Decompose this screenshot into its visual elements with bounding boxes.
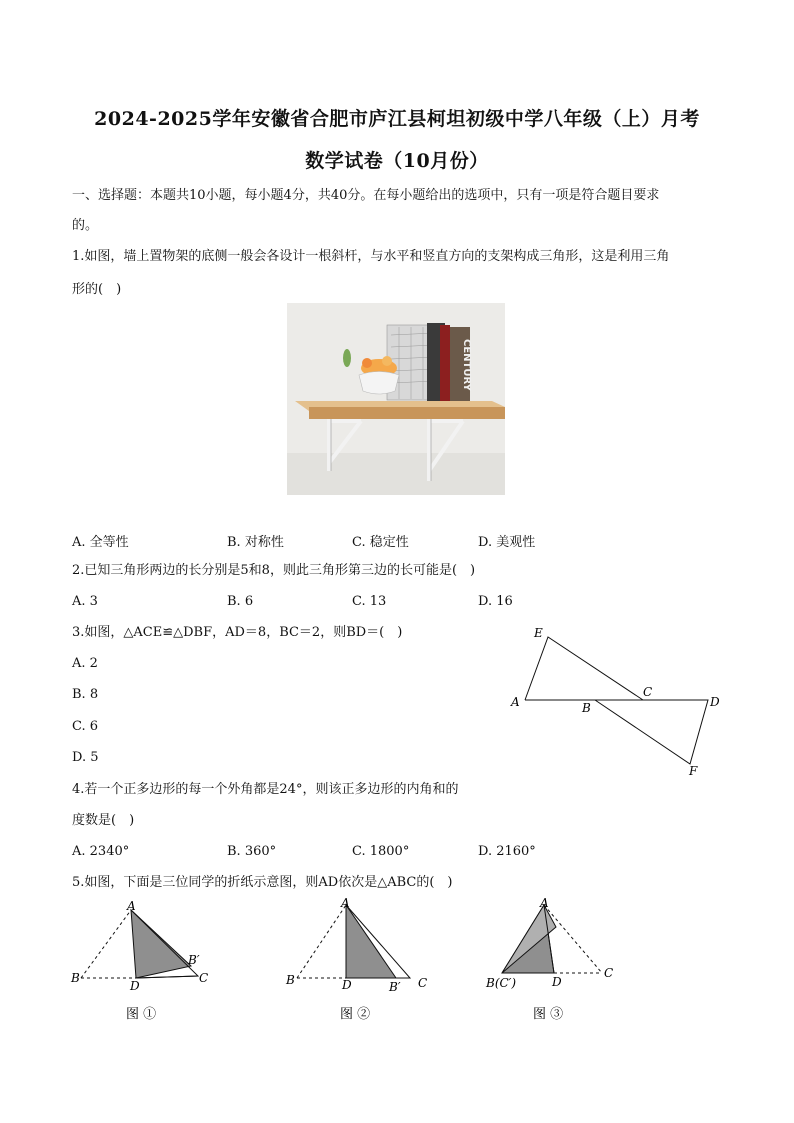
q1-shelf-photo	[287, 303, 505, 495]
exam-title-line1: 2024-2025学年安徽省合肥市庐江县柯坦初级中学八年级（上）月考	[94, 108, 700, 130]
q5-fig2-shaded	[346, 905, 396, 978]
q5-fig1-label-b: B	[71, 971, 80, 985]
q3-triangle-ace	[525, 637, 643, 700]
q5-stem: 5.如图，下面是三位同学的折纸示意图，则AD依次是△ABC的( )	[72, 875, 453, 890]
section-intro-line1: 一、选择题：本题共10小题，每小题4分，共40分。在每小题给出的选项中，只有一项是符合题目要求	[72, 188, 660, 203]
q3-triangle-figure	[505, 620, 735, 780]
q5-fig3-label-bc: B(C′)	[486, 976, 517, 990]
q3-option-d[interactable]: D. 5	[72, 750, 99, 765]
q1-shelf-board	[309, 407, 505, 419]
q5-fig1-label-d: D	[130, 979, 140, 993]
q2-option-d[interactable]: D. 16	[478, 594, 513, 609]
q5-fig1-label-c: C	[199, 971, 209, 985]
q5-fig3-label-d: D	[552, 975, 562, 989]
q5-fig2-label-a: A	[341, 896, 350, 910]
q3-label-c: C	[643, 685, 653, 699]
q5-fig2-caption: 图 ②	[340, 1007, 371, 1022]
q1-book-century-text: CENTURY	[461, 339, 472, 391]
q1-option-c[interactable]: C. 稳定性	[352, 535, 409, 550]
exam-title-line2: 数学试卷（10月份）	[305, 150, 489, 172]
q1-option-b[interactable]: B. 对称性	[227, 535, 284, 550]
q3-triangle-dbf	[595, 700, 708, 764]
q4-stem-line1: 4.若一个正多边形的每一个外角都是24°，则该正多边形的内角和的	[72, 782, 459, 797]
q1-leaf	[343, 349, 351, 367]
q4-option-d[interactable]: D. 2160°	[478, 844, 536, 859]
q5-fig2-label-b: B	[286, 973, 295, 987]
q2-option-c[interactable]: C. 13	[352, 594, 387, 609]
q5-fig1-label-bprime: B′	[188, 953, 200, 967]
q4-option-a[interactable]: A. 2340°	[72, 844, 130, 859]
q3-label-d: D	[710, 695, 720, 709]
section-intro-line2: 的。	[72, 218, 99, 233]
q5-fig3-label-a: A	[540, 896, 549, 910]
q3-label-f: F	[689, 764, 698, 778]
q5-fig2-label-d: D	[342, 978, 352, 992]
q5-fig3-caption: 图 ③	[533, 1007, 564, 1022]
q2-option-b[interactable]: B. 6	[227, 594, 254, 609]
q1-pot	[359, 372, 399, 395]
q5-figure-2	[280, 895, 450, 1025]
q5-figure-3	[482, 895, 622, 1025]
q5-fig1-shaded	[131, 910, 191, 978]
q2-stem: 2.已知三角形两边的长分别是5和8，则此三角形第三边的长可能是( )	[72, 563, 476, 578]
q4-option-b[interactable]: B. 360°	[227, 844, 277, 859]
q1-option-a[interactable]: A. 全等性	[72, 535, 129, 550]
q1-stem-line1: 1.如图，墙上置物架的底侧一般会各设计一根斜杆，与水平和竖直方向的支架构成三角形，这是利用三角	[72, 249, 670, 264]
q3-label-e: E	[534, 626, 543, 640]
q1-book-red	[440, 325, 450, 401]
q5-fig1-label-a: A	[127, 899, 136, 913]
q5-figure-1	[66, 898, 226, 1028]
q1-stem-line2: 形的( )	[72, 282, 122, 297]
q5-fig1-caption: 图 ①	[126, 1007, 157, 1022]
q4-option-c[interactable]: C. 1800°	[352, 844, 410, 859]
q2-option-a[interactable]: A. 3	[72, 594, 98, 609]
q4-stem-line2: 度数是( )	[72, 813, 135, 828]
q3-option-b[interactable]: B. 8	[72, 687, 99, 702]
q5-fig2-label-bprime: B′	[389, 980, 401, 994]
q3-label-b: B	[582, 701, 591, 715]
q5-fig2-label-c: C	[418, 976, 428, 990]
q3-option-a[interactable]: A. 2	[72, 656, 98, 671]
q3-label-a: A	[511, 695, 520, 709]
q3-stem: 3.如图，△ACE≌△DBF，AD＝8，BC＝2，则BD＝( )	[72, 625, 403, 640]
q1-option-d[interactable]: D. 美观性	[478, 535, 536, 550]
q5-fig3-label-c: C	[604, 966, 614, 980]
q3-option-c[interactable]: C. 6	[72, 719, 99, 734]
